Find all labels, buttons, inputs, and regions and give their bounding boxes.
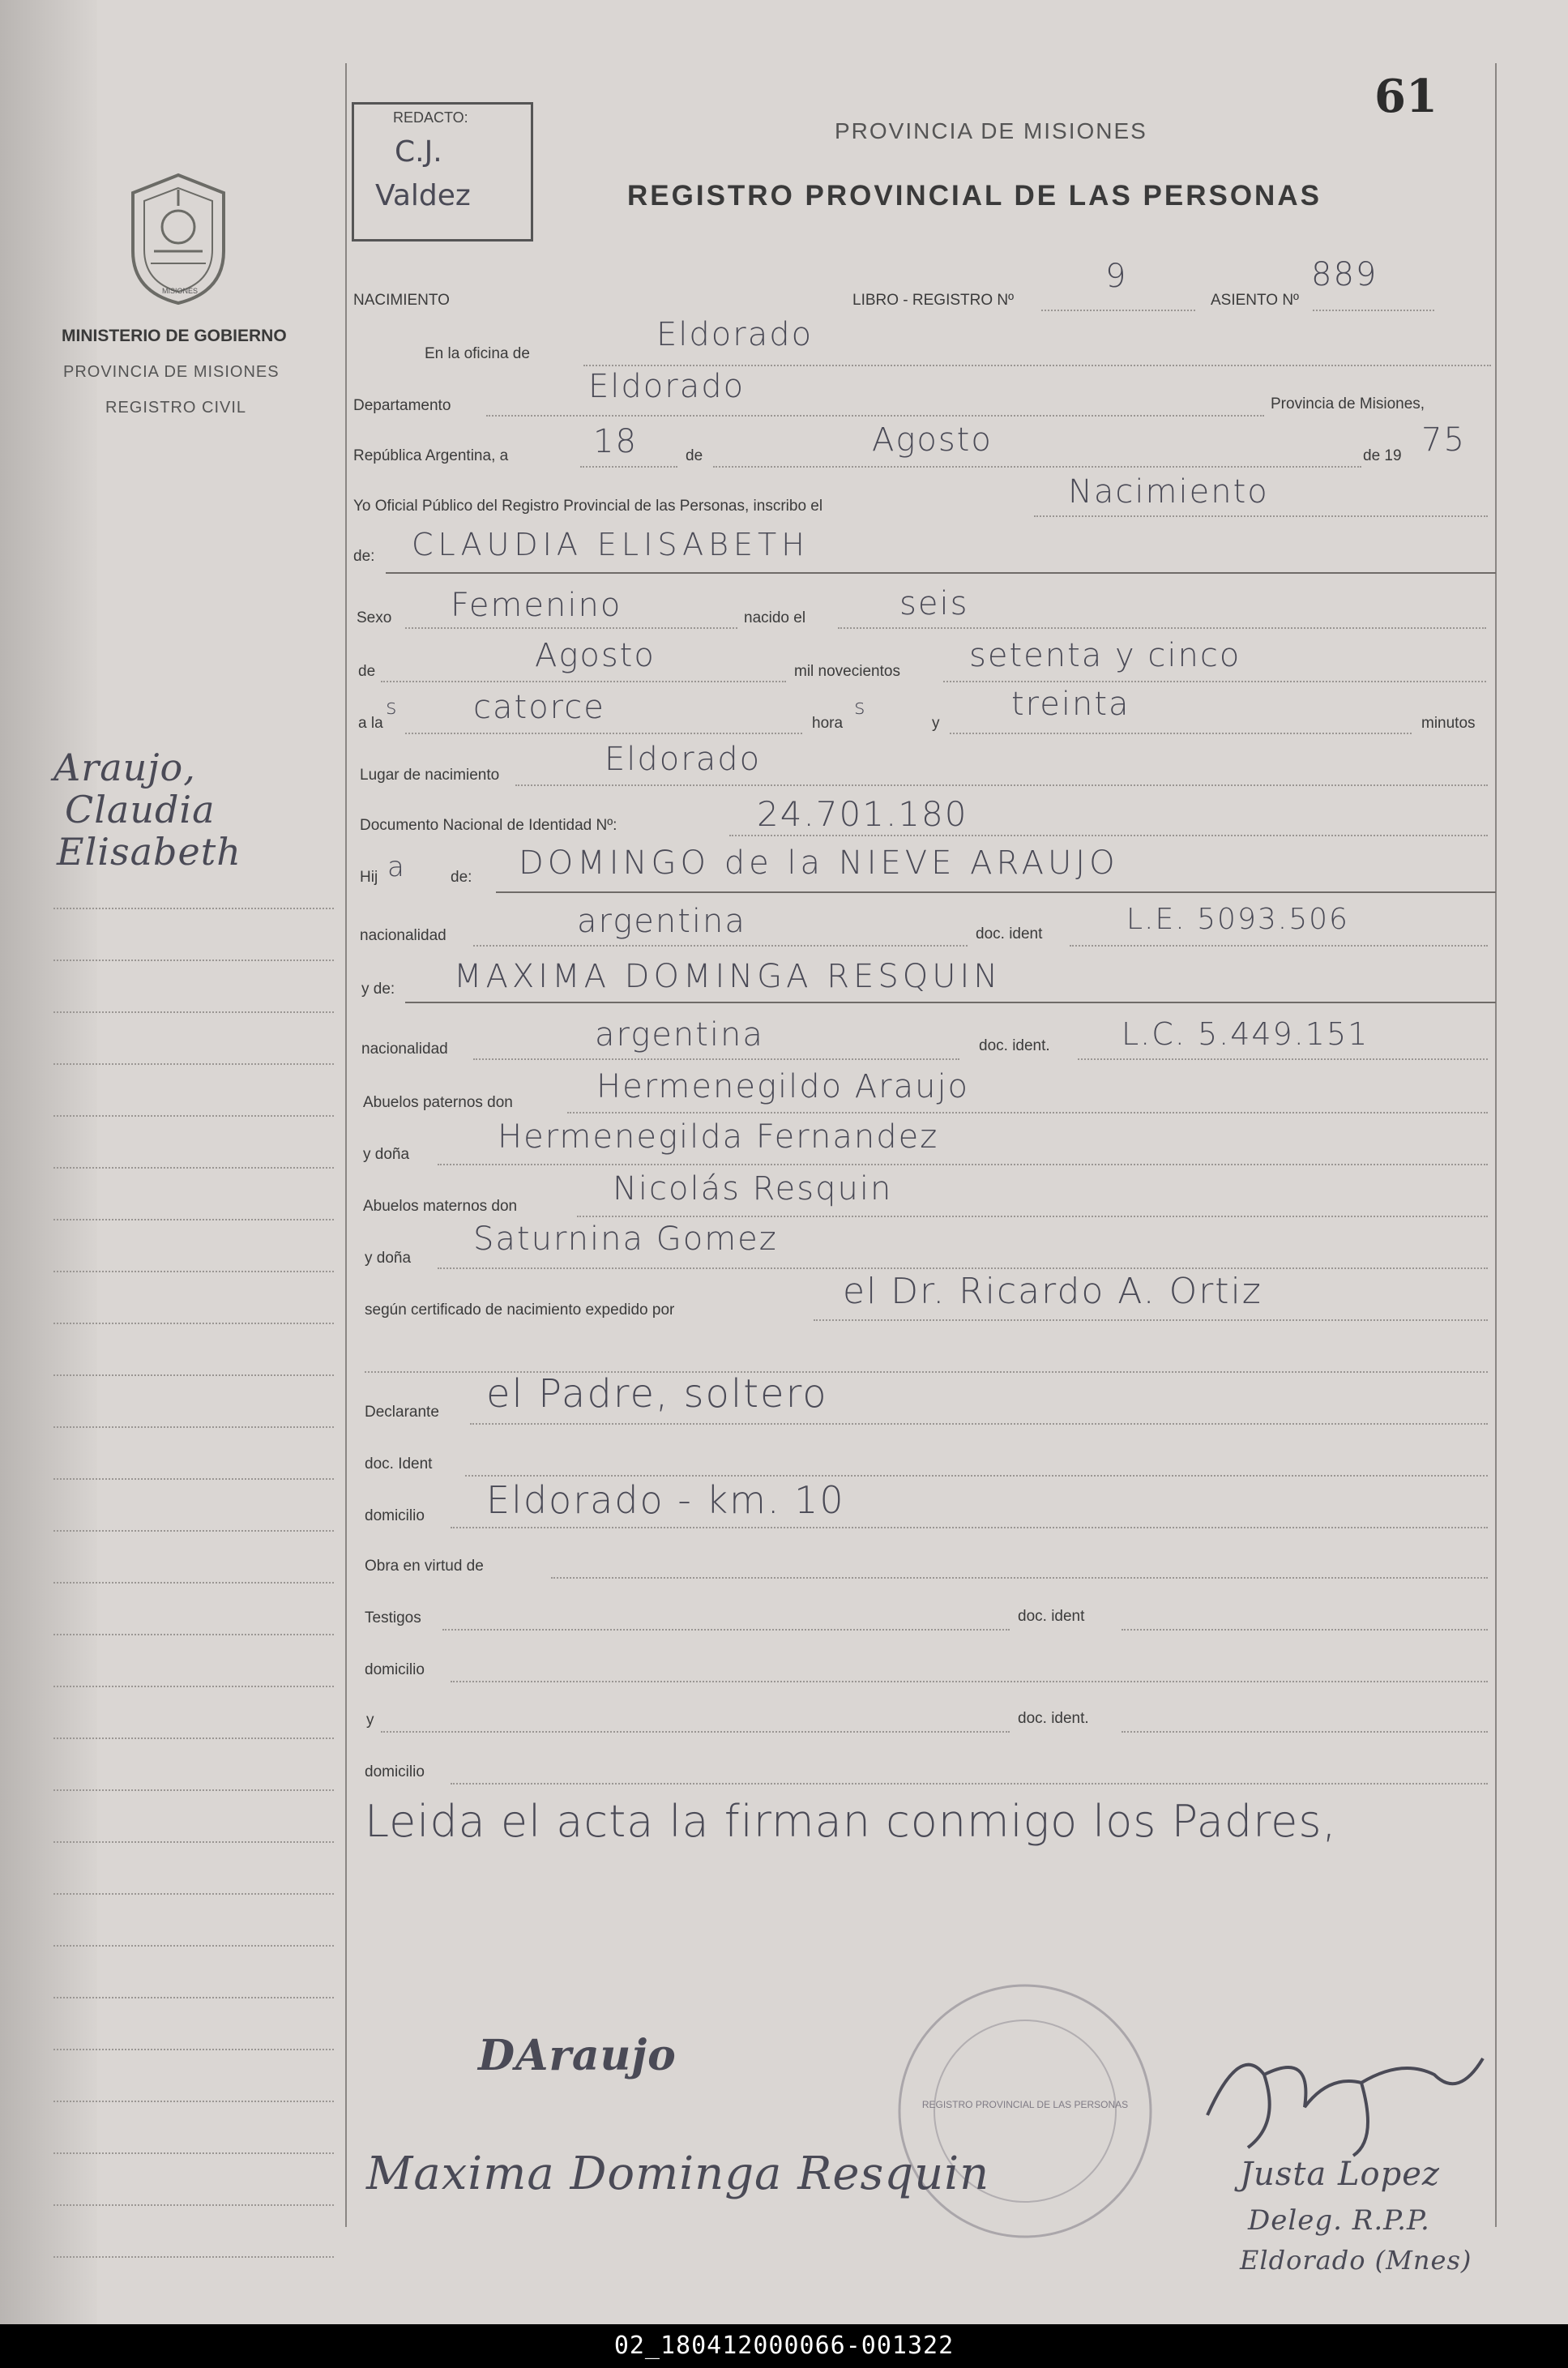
horas-label: hora	[812, 715, 844, 732]
mes-value: Agosto	[872, 421, 993, 459]
margin-rule-line	[53, 908, 334, 909]
hij-suffix: a	[387, 851, 406, 883]
redacto-box	[352, 102, 533, 242]
abpat-label: Abuelos paternos don	[363, 1094, 513, 1111]
yde-label: y de:	[361, 981, 395, 998]
margin-rule-line	[53, 1789, 334, 1791]
tipo-value: Nacimiento	[1068, 473, 1269, 511]
margin-note-2: Claudia	[65, 788, 216, 831]
doc-madre-value: L.C. 5.449.151	[1122, 1016, 1369, 1052]
sexo-value: Femenino	[451, 587, 622, 624]
header-title: REGISTRO PROVINCIAL DE LAS PERSONAS	[627, 180, 1322, 212]
margin-rule-line	[53, 1063, 334, 1065]
docident5-label: doc. ident.	[1018, 1710, 1089, 1727]
redacto-line1: C.J.	[395, 135, 442, 169]
margin-rule-line	[53, 1219, 334, 1220]
right-border	[1495, 63, 1497, 2227]
seal-text: MISIONES	[162, 287, 199, 295]
margin-rule-line	[53, 1582, 334, 1584]
certificado-value: el Dr. Ricardo A. Ortiz	[843, 1271, 1263, 1312]
padre-value: DOMINGO de la NIEVE ARAUJO	[519, 844, 1119, 882]
margin-line	[345, 63, 347, 2227]
minutos-label: minutos	[1421, 715, 1476, 732]
docident4-label: doc. ident	[1018, 1608, 1085, 1625]
abuela-pat-value: Hermenegilda Fernandez	[498, 1118, 939, 1156]
oficial-label: Yo Oficial Público del Registro Provincial de las Personas, inscribo el	[353, 498, 823, 515]
segun-label: según certificado de nacimiento expedido por	[365, 1302, 675, 1319]
margin-rule-line	[53, 1167, 334, 1169]
margin-rule-line	[53, 1323, 334, 1324]
lugar-value: Eldorado	[605, 741, 762, 778]
nacido-dia-value: seis	[899, 585, 969, 622]
margin-rule-line	[53, 1997, 334, 1998]
margin-rule-line	[53, 960, 334, 961]
abmat-label: Abuelos maternos don	[363, 1198, 518, 1215]
declarante-value: el Padre, soltero	[486, 1371, 828, 1417]
margin-rule-line	[53, 1271, 334, 1272]
departamento-value: Eldorado	[588, 368, 746, 405]
nac-madre-value: argentina	[595, 1016, 764, 1054]
alas-label: a la	[358, 715, 383, 732]
oficina-label: En la oficina de	[425, 345, 530, 362]
footer-bar	[0, 2324, 1568, 2368]
asiento-value: 889	[1311, 256, 1378, 293]
emblem-registry: REGISTRO CIVIL	[105, 399, 247, 417]
lugar-label: Lugar de nacimiento	[360, 767, 500, 784]
margin-rule-line	[53, 1478, 334, 1480]
docident3-label: doc. Ident	[365, 1455, 433, 1473]
binding-shadow	[0, 0, 97, 2324]
page-number: 61	[1374, 70, 1438, 123]
libro-value: 9	[1105, 258, 1128, 295]
margin-rule-line	[53, 1893, 334, 1895]
margin-rule-line	[53, 2204, 334, 2206]
ministry-label: MINISTERIO DE GOBIERNO	[62, 327, 287, 345]
redacto-line2: Valdez	[375, 179, 471, 212]
departamento-label: Departamento	[353, 397, 451, 414]
nac1-label: nacionalidad	[360, 927, 446, 944]
signature-madre: Maxima Dominga Resquin	[366, 2148, 990, 2200]
margin-rule-line	[53, 1738, 334, 1739]
obra-label: Obra en virtud de	[365, 1558, 484, 1575]
margin-rule-line	[53, 1841, 334, 1843]
y-label: y	[932, 715, 940, 732]
margin-rule-line	[53, 1374, 334, 1376]
dni-value: 24.701.180	[757, 794, 968, 834]
nac2-label: nacionalidad	[361, 1041, 448, 1058]
mil-label: mil novecientos	[794, 663, 900, 680]
y2-label: y	[366, 1712, 374, 1729]
abuelo-mat-value: Nicolás Resquin	[613, 1170, 893, 1208]
nacido-mes-value: Agosto	[535, 637, 656, 674]
oficial-title: Deleg. R.P.P.	[1248, 2204, 1430, 2237]
madre-underline	[405, 1002, 1496, 1003]
hora-value: catorce	[473, 689, 605, 726]
margin-rule-line	[53, 2152, 334, 2154]
nombre-underline	[386, 572, 1496, 574]
nacido-anio-value: setenta y cinco	[969, 637, 1241, 674]
de-label: de	[686, 447, 703, 464]
emblem-province: PROVINCIA DE MISIONES	[63, 363, 280, 381]
provincia-label: Provincia de Misiones,	[1271, 395, 1425, 412]
doc-padre-value: L.E. 5093.506	[1126, 903, 1349, 936]
domicilio3-label: domicilio	[365, 1763, 425, 1780]
margin-rule-line	[53, 1945, 334, 1947]
margin-rule-line	[53, 2256, 334, 2258]
signature-padre: DAraujo	[478, 2031, 677, 2080]
de2-label: de:	[353, 548, 375, 565]
abuelo-pat-value: Hermenegildo Araujo	[596, 1068, 970, 1105]
signature-oficial-icon	[1191, 2026, 1499, 2164]
de-anio-label: de 19	[1363, 447, 1402, 464]
ydona2-label: y doña	[365, 1250, 412, 1267]
padre-underline	[496, 891, 1496, 893]
asiento-label: ASIENTO Nº	[1211, 292, 1299, 309]
oficina-value: Eldorado	[656, 316, 814, 353]
margin-note-3: Elisabeth	[57, 830, 241, 874]
dni-label: Documento Nacional de Identidad Nº:	[360, 817, 617, 834]
minutos-value: treinta	[1011, 686, 1130, 723]
docident1-label: doc. ident	[976, 925, 1043, 942]
margin-rule-line	[53, 1634, 334, 1635]
domicilio1-label: domicilio	[365, 1507, 425, 1524]
margin-rule-line	[53, 2049, 334, 2050]
ydona1-label: y doña	[363, 1146, 410, 1163]
oficial-name: Justa Lopez	[1240, 2156, 1440, 2193]
redacto-label: REDACTO:	[393, 109, 468, 126]
horas-suffix: s	[854, 695, 867, 720]
madre-value: MAXIMA DOMINGA RESQUIN	[454, 958, 1002, 995]
margin-rule-line	[53, 2101, 334, 2102]
footer-id: 02_180412000066-001322	[613, 2332, 955, 2360]
nac-padre-value: argentina	[577, 903, 746, 940]
margin-rule-line	[53, 1426, 334, 1428]
nacimiento-label: NACIMIENTO	[353, 292, 450, 309]
declarante-label: Declarante	[365, 1404, 439, 1421]
libro-label: LIBRO - REGISTRO Nº	[852, 292, 1015, 309]
nombre-value: CLAUDIA ELISABETH	[412, 527, 810, 562]
anio-value: 75	[1421, 421, 1466, 459]
de4-label: de:	[451, 869, 472, 886]
oficial-place: Eldorado (Mnes)	[1240, 2245, 1472, 2276]
margin-rule-line	[53, 1115, 334, 1117]
dia-value: 18	[593, 423, 638, 460]
abuela-mat-value: Saturnina Gomez	[473, 1220, 778, 1258]
domicilio2-label: domicilio	[365, 1661, 425, 1678]
margin-note-1: Araujo,	[53, 746, 196, 789]
domicilio-value: Eldorado - km. 10	[486, 1478, 845, 1522]
testigos-label: Testigos	[365, 1609, 421, 1626]
seal-ring-text: REGISTRO PROVINCIAL DE LAS PERSONAS	[921, 2099, 1129, 2110]
header-province: PROVINCIA DE MISIONES	[835, 118, 1147, 143]
registry-seal-stamp	[891, 1977, 1159, 2245]
docident2-label: doc. ident.	[979, 1037, 1050, 1054]
hij-label: Hij	[360, 869, 378, 886]
margin-rule-line	[53, 1530, 334, 1532]
province-seal-icon	[122, 170, 235, 308]
sexo-label: Sexo	[357, 609, 392, 626]
margin-rule-line	[53, 1011, 334, 1013]
cierre-value: Leida el acta la firman conmigo los Padres,	[365, 1796, 1337, 1847]
republica-label: República Argentina, a	[353, 447, 509, 464]
alas-suffix: s	[386, 695, 399, 720]
nacido-label: nacido el	[744, 609, 806, 626]
de3-label: de	[358, 663, 376, 680]
margin-rule-line	[53, 1686, 334, 1687]
